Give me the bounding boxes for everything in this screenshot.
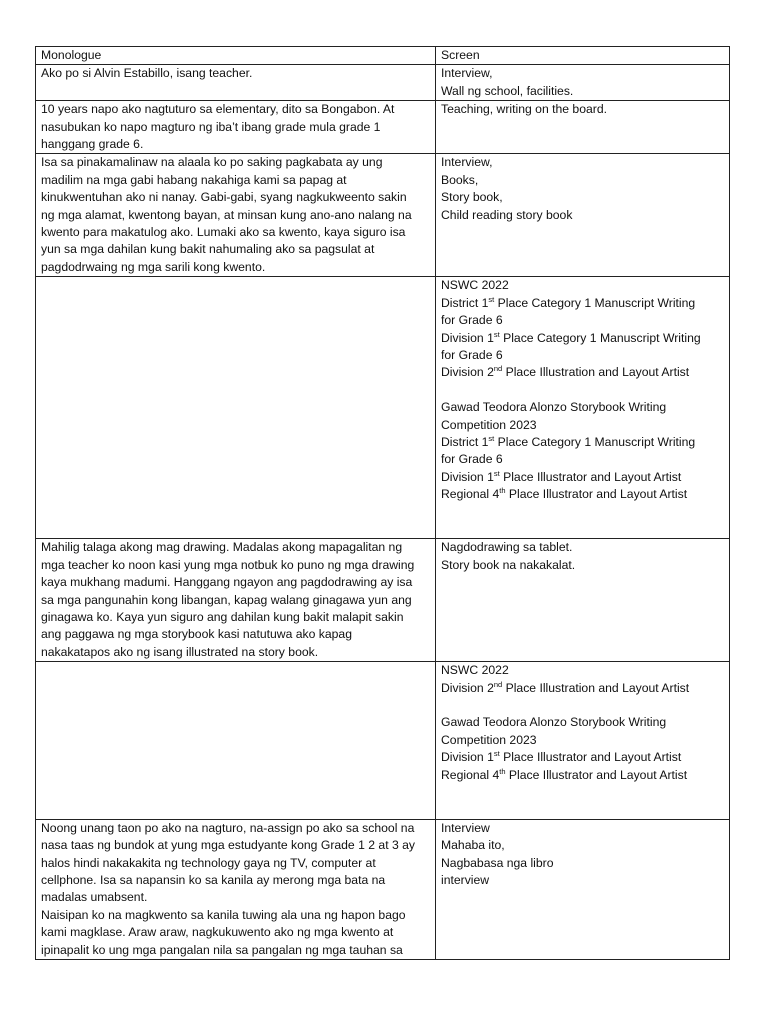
cell-line: 10 years napo ako nagtuturo sa elementary, dito sa Bongabon. At [41, 102, 395, 117]
cell-line: Competition 2023 [441, 417, 537, 432]
cell-line: kinukwentuhan ako ni nanay. Gabi-gabi, syang nagkukweento sakin [41, 190, 407, 205]
cell-line: kwento para makatulog ako. Lumaki ako sa kwento, kaya siguro isa [41, 225, 406, 240]
monologue-cell [36, 819, 436, 959]
monologue-cell [36, 539, 436, 662]
cell-line: Interview, [441, 66, 493, 81]
table-row [36, 65, 730, 101]
cell-line: Story book na nakakalat. [441, 557, 576, 572]
cell-line: cellphone. Isa sa napansin ko sa kanila ay merong mga bata na [41, 873, 386, 887]
script-table-body [36, 47, 730, 960]
cell-line: Noong unang taon po ako na nagturo, na-assign po ako sa school na [41, 820, 415, 835]
screen-cell [436, 277, 730, 539]
cell-line: pagdodrwaing ng mga sarili kong kwento. [41, 259, 266, 274]
monologue-cell [36, 101, 436, 154]
cell-line: madilim na mga gabi habang nakahiga kami sa papag at [41, 172, 347, 187]
cell-line: Interview, [441, 155, 493, 170]
table-row [36, 277, 730, 539]
cell-line: NSWC 2022 [441, 278, 509, 293]
cell-line: Gawad Teodora Alonzo Storybook Writing [441, 400, 667, 415]
cell-line: nasa taas ng bundok at yung mga estudyante kong Grade 1 2 at 3 ay [41, 838, 416, 853]
cell-line: Isa sa pinakamalinaw na alaala ko po saking pagkabata ay ung [41, 155, 383, 170]
cell-line: Story book, [441, 190, 503, 205]
monologue-cell [36, 277, 436, 539]
cell-line: Interview [441, 820, 490, 835]
cell-line: Division 2nd Place Illustration and Layout Artist [441, 679, 690, 695]
script-table [35, 46, 730, 960]
cell-line: halos hindi nakakakita ng technology gaya ng TV, computer at [41, 855, 376, 870]
cell-line: yun sa mga dahilan kung bakit nahumaling ako sa pagsulat at [41, 242, 375, 257]
cell-line: kami magklase. Araw araw, nagkukuwento ako ng mga kwento at [41, 925, 394, 940]
cell-line: ang paggawa ng mga storybook kasi natutuwa ako kapag [41, 627, 352, 642]
screen-cell [436, 101, 730, 154]
cell-line: Division 1st Place Illustrator and Layout Artist [441, 749, 682, 765]
table-header-row [36, 47, 730, 65]
cell-line: District 1st Place Category 1 Manuscript Writing [441, 294, 696, 310]
cell-line: mga teacher ko noon kasi yung mga notbuk ko puno ng mga drawing [41, 557, 415, 572]
blank-line [441, 382, 725, 399]
cell-line: Regional 4th Place Illustrator and Layout Artist [441, 486, 688, 502]
monologue-cell [36, 154, 436, 277]
cell-line: madalas umabsent. [41, 890, 148, 905]
cell-line: Nagdodrawing sa tablet. [441, 540, 573, 555]
cell-line: interview [441, 873, 490, 887]
cell-line: NSWC 2022 [441, 663, 509, 678]
cell-line: ipinapalit ko ung mga pangalan nila sa pangalan ng mga tauhan sa [41, 942, 403, 957]
table-row [36, 101, 730, 154]
cell-line: Competition 2023 [441, 732, 537, 747]
cell-line: ginagawa ko. Kaya yun siguro ang dahilan kung bakit malapit sakin [41, 609, 404, 624]
blank-line [441, 801, 725, 818]
screen-cell [436, 154, 730, 277]
screen-cell [436, 65, 730, 101]
screen-cell [436, 539, 730, 662]
blank-line [441, 521, 725, 538]
monologue-cell [36, 65, 436, 101]
cell-line: for Grade 6 [441, 347, 503, 362]
screen-cell [436, 662, 730, 820]
cell-line: Regional 4th Place Illustrator and Layout Artist [441, 766, 688, 782]
screen-cell [436, 819, 730, 959]
table-row [36, 154, 730, 277]
cell-line: Wall ng school, facilities. [441, 83, 574, 98]
cell-line: Division 1st Place Illustrator and Layout Artist [441, 468, 682, 484]
cell-line: Mahaba ito, [441, 838, 505, 853]
cell-line: Nagbabasa nga libro [441, 855, 554, 870]
cell-line: Naisipan ko na magkwento sa kanila tuwing ala una ng hapon bago [41, 907, 406, 922]
cell-line: hanggang grade 6. [41, 137, 144, 152]
cell-line: Division 2nd Place Illustration and Layout Artist [441, 364, 690, 380]
header-monologue: Monologue [36, 47, 436, 65]
blank-line [441, 784, 725, 801]
cell-line: Mahilig talaga akong mag drawing. Madalas akong mapagalitan ng [41, 540, 403, 555]
table-row [36, 539, 730, 662]
cell-line: Teaching, writing on the board. [441, 102, 607, 117]
cell-line: for Grade 6 [441, 313, 503, 328]
cell-line: for Grade 6 [441, 452, 503, 467]
cell-line: sa mga pangunahin kong libangan, kapag walang ginagawa yun ang [41, 592, 412, 607]
cell-line: Child reading story book [441, 207, 573, 222]
blank-line [441, 504, 725, 521]
cell-line: kaya mukhang madumi. Hanggang ngayon ang pagdodrawing ay isa [41, 575, 413, 590]
blank-line [441, 697, 725, 714]
table-row [36, 819, 730, 959]
cell-line: Gawad Teodora Alonzo Storybook Writing [441, 715, 667, 730]
cell-line: District 1st Place Category 1 Manuscript Writing [441, 433, 696, 449]
cell-line: Ako po si Alvin Estabillo, isang teacher. [41, 66, 253, 81]
cell-line: nakakatapos ako ng isang illustrated na story book. [41, 644, 319, 659]
cell-line: Division 1st Place Category 1 Manuscript Writing [441, 329, 701, 345]
monologue-cell [36, 662, 436, 820]
cell-line: ng mga alamat, kwentong bayan, at minsan kung ano-ano nalang na [41, 207, 412, 222]
header-screen: Screen [436, 47, 730, 65]
cell-line: Books, [441, 172, 479, 187]
cell-line: nasubukan ko napo magturo ng iba’t ibang grade mula grade 1 [41, 119, 381, 134]
table-row [36, 662, 730, 820]
